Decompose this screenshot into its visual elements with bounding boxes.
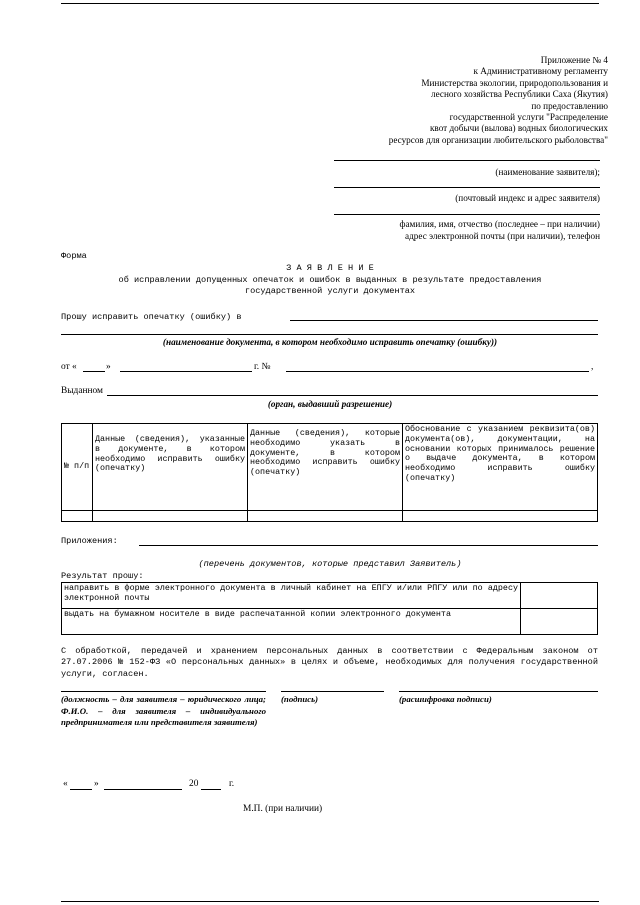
header-cell-justification: Обоснование с указанием реквизита(ов) документа(ов), документации, на основании которых принималось решение о выдаче документа, в котором необходимо исправить ошибку (опечатку) [403,424,598,511]
result-option-electronic-checkbox[interactable] [521,583,598,609]
appendix-line: лесного хозяйства Республики Саха (Якутия) [431,89,608,100]
document-subtitle: об исправлении допущенных опечаток и ошибок в выданных в результате предоставления [118,275,542,285]
table-cell[interactable] [403,511,598,522]
document-subtitle: государственной услуги документах [244,286,416,296]
transcript-field[interactable] [399,691,598,692]
appendix-line: по предоставлению [531,100,608,111]
document-name-field-2[interactable] [61,334,598,335]
applicant-address-field[interactable] [334,187,600,188]
table-header-row [62,424,598,511]
bottom-date-close-quote: » [94,779,99,789]
header-cell-current-data: Данные (сведения), указанные в документе, в котором необходимо исправить ошибку (опечатку) [93,424,248,511]
applicant-fio-caption: фамилия, имя, отчество (последнее – при наличии) [399,219,600,229]
transcript-caption: (расшифровка подписи) [399,694,492,704]
table-row [62,511,598,522]
applicant-name-caption: (наименование заявителя); [495,167,600,177]
attachments-caption: (перечень документов, которые представил Заявитель) [198,559,462,569]
header-cell-number: № п/п [62,424,93,511]
signature-field[interactable] [281,691,384,692]
stamp-label: М.П. (при наличии) [243,804,323,814]
document-title: З А Я В Л Е Н И Е [286,263,374,273]
document-number-field[interactable] [286,371,589,372]
date-day-field[interactable] [83,371,105,372]
bottom-date-month-field[interactable] [104,789,182,790]
bottom-date-year-prefix: 20 [189,779,199,789]
appendix-header [308,55,608,146]
position-caption: (должность – для заявителя – юридического лица; Ф.И.О. – для заявителя – индивидуального предпринимателя или представителя заявителя) [61,694,266,728]
appendix-line: государственной услуги "Распределение [449,112,608,123]
bottom-rule [61,901,599,902]
attachments-label: Приложения: [61,536,118,546]
corrections-table [61,423,598,522]
applicant-name-field[interactable] [334,160,600,161]
appendix-line: к Административному регламенту [473,66,608,77]
result-option-paper: выдать на бумажном носителе в виде распечатанной копии электронного документа [62,609,521,635]
result-option-electronic: направить в форме электронного документа в личный кабинет на ЕПГУ и/или РПГУ или по адресу электронной почты [62,583,521,609]
position-field[interactable] [61,691,266,692]
header-cell-correct-data: Данные (сведения), которые необходимо указать в документе, в котором необходимо исправить ошибку (опечатку) [248,424,403,511]
result-option-row [62,583,598,609]
appendix-line: квот добычи (вылова) водных биологических [429,123,608,134]
date-month-field[interactable] [120,371,252,372]
date-line-comma: , [591,362,594,372]
bottom-date-open-quote: « [63,779,68,789]
document-name-field[interactable] [290,320,598,321]
applicant-fio-field[interactable] [334,214,600,215]
table-cell[interactable] [62,511,93,522]
applicant-address-caption: (почтовый индекс и адрес заявителя) [455,193,600,203]
issuer-caption: (орган, выдавший разрешение) [267,399,393,409]
result-option-row [62,609,598,635]
appendix-line: ресурсов для организации любительского рыболовства" [388,134,608,145]
appendix-line: Министерства экологии, природопользования и [421,77,608,88]
applicant-email-caption: адрес электронной почты (при наличии), телефон [405,231,600,241]
bottom-date-year-field[interactable] [201,789,221,790]
issued-label: Выданном [61,386,103,396]
date-close-quote: » [106,362,111,372]
bottom-date-year-suffix: г. [229,779,235,789]
request-text: Прошу исправить опечатку (ошибку) в [61,312,242,322]
result-options-table [61,582,598,635]
attachments-field[interactable] [139,545,598,546]
appendix-line: Приложение № 4 [540,55,608,65]
table-cell[interactable] [248,511,403,522]
table-cell[interactable] [93,511,248,522]
bottom-date-day-field[interactable] [70,789,92,790]
form-label: Форма [61,251,87,261]
issuer-field[interactable] [107,395,598,396]
date-from-label: от « [61,362,77,372]
result-label: Результат прошу: [61,571,144,581]
document-name-caption: (наименование документа, в котором необходимо исправить опечатку (ошибку)) [162,337,498,347]
top-rule [61,3,599,4]
number-label: г. № [254,362,271,372]
result-option-paper-checkbox[interactable] [521,609,598,635]
consent-text: С обработкой, передачей и хранением персональных данных в соответствии с Федеральным законом от 27.07.2006 № 152-ФЗ «О персональных данных» в целях и объеме, необходимых для получения государственной услуги, согласен. [61,646,598,679]
signature-caption: (подпись) [281,694,319,704]
